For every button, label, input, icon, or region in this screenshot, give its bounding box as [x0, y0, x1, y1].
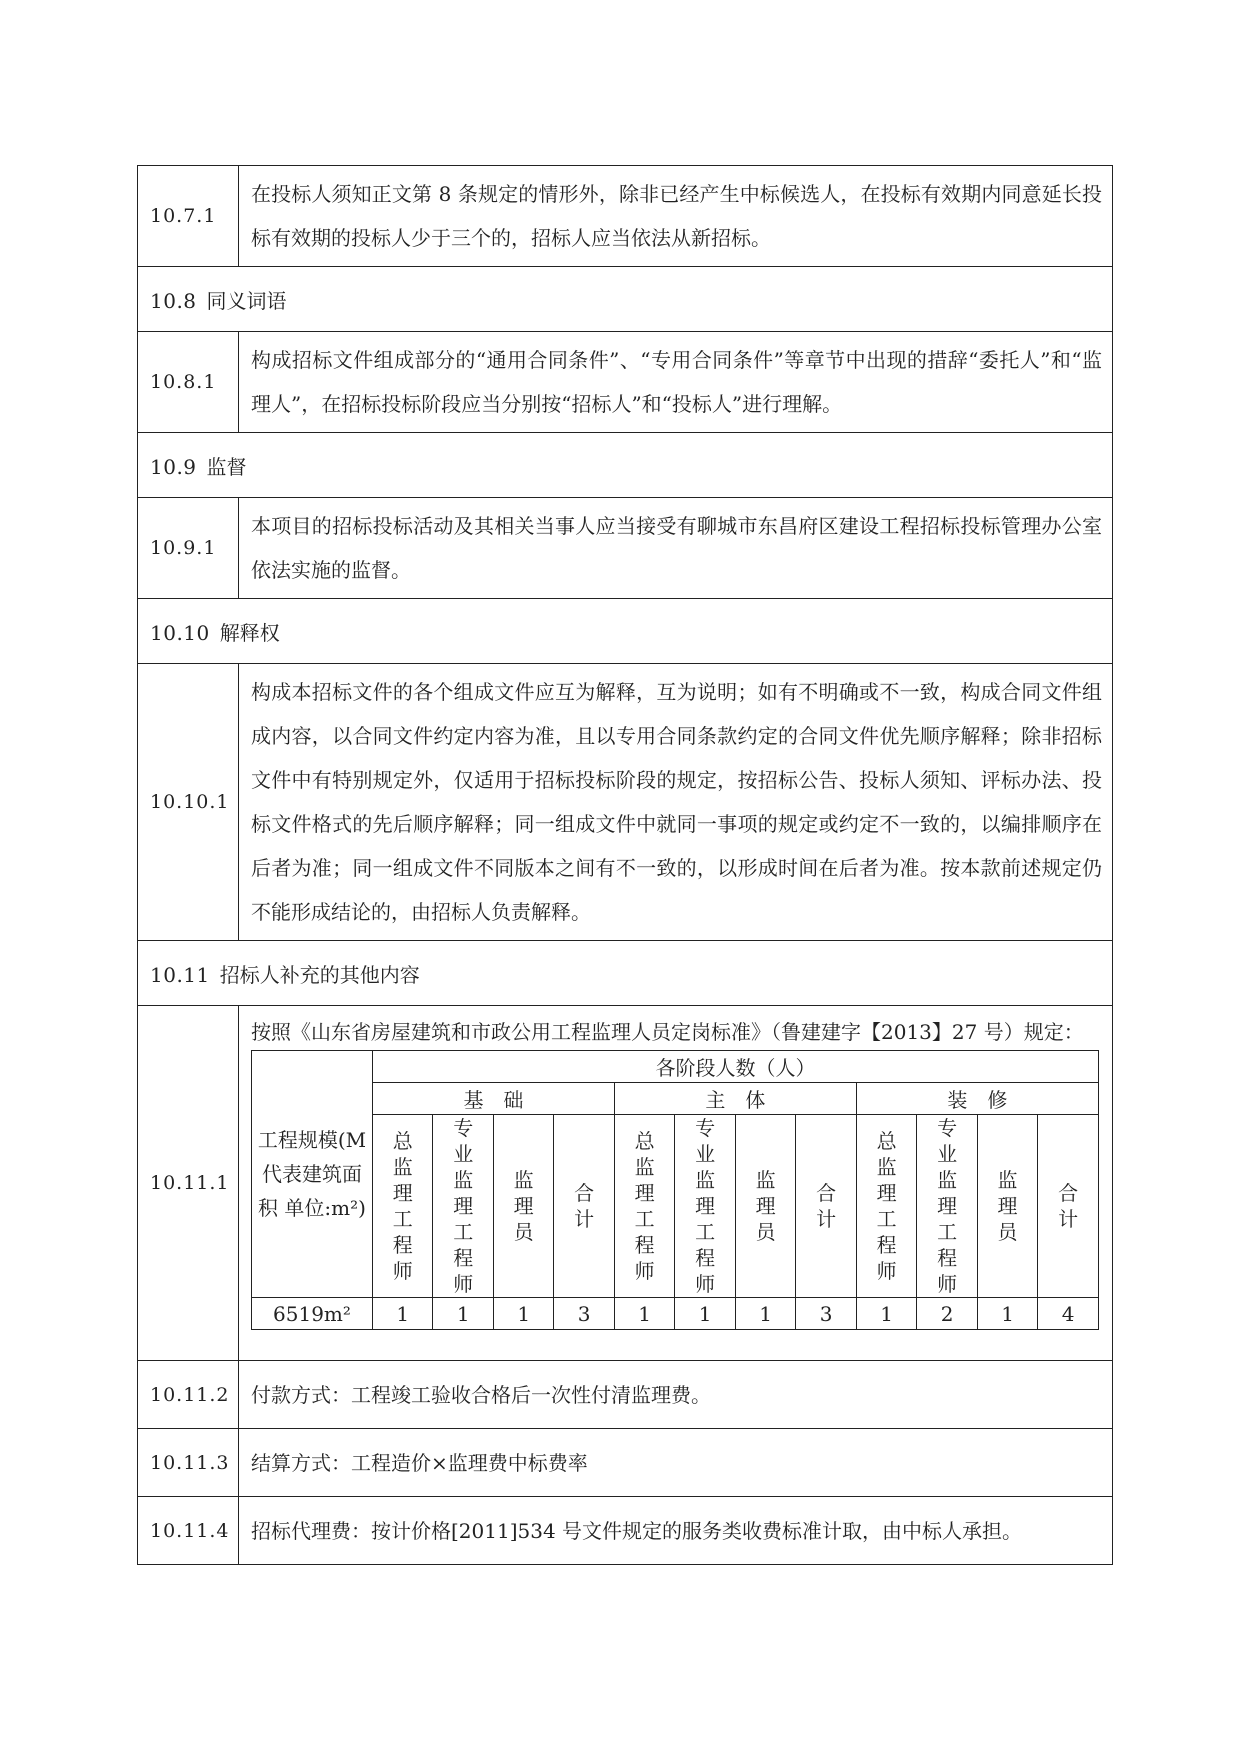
- section-number: 10.11: [150, 962, 210, 987]
- clause-number: 10.11.2: [138, 1361, 239, 1429]
- clause-text: 构成招标文件组成部分的“通用合同条件”、“专用合同条件”等章节中出现的措辞“委托人”和“监理人”，在招标投标阶段应当分别按“招标人”和“投标人”进行理解。: [239, 332, 1113, 433]
- section-number: 10.10: [150, 620, 210, 645]
- clause-number: 10.10.1: [138, 664, 239, 941]
- role-total: 合计: [796, 1115, 856, 1298]
- section-number: 10.9: [150, 454, 197, 479]
- staff-count: 1: [856, 1298, 916, 1330]
- role-chief-supervisor: 总监理工程师: [372, 1115, 432, 1298]
- clause-number: 10.11.1: [138, 1006, 239, 1361]
- staff-count: 1: [675, 1298, 735, 1330]
- role-specialist-supervisor: 专业监理工程师: [433, 1115, 493, 1298]
- role-chief-supervisor: 总监理工程师: [856, 1115, 916, 1298]
- building-area-value: 6519m²: [252, 1298, 373, 1330]
- staff-count: 1: [614, 1298, 674, 1330]
- clause-text: 在投标人须知正文第 8 条规定的情形外，除非已经产生中标候选人，在投标有效期内同意延长投标有效期的投标人少于三个的，招标人应当依法从新招标。: [239, 166, 1113, 267]
- section-heading: [138, 433, 1113, 498]
- table-row: [138, 1429, 1113, 1497]
- role-row: [252, 1115, 1099, 1298]
- section-title: 监督: [206, 454, 247, 479]
- clause-text: 构成本招标文件的各个组成文件应互为解释，互为说明；如有不明确或不一致，构成合同文件组成内容，以合同文件约定内容为准，且以专用合同条款约定的合同文件优先顺序解释；除非招标文件中有特别规定外，仅适用于招标投标阶段的规定，按招标公告、投标人须知、评标办法、投标文件格式的先后顺序解释；同一组成文件中就同一事项的规定或约定不一致的，以编排顺序在后者为准；同一组成文件不同版本之间有不一致的，以形成时间在后者为准。按本款前述规定仍不能形成结论的，由招标人负责解释。: [239, 664, 1113, 941]
- role-specialist-supervisor: 专业监理工程师: [675, 1115, 735, 1298]
- role-chief-supervisor: 总监理工程师: [614, 1115, 674, 1298]
- staff-count: 1: [977, 1298, 1037, 1330]
- role-supervisor: 监理员: [977, 1115, 1037, 1298]
- role-specialist-supervisor: 专业监理工程师: [917, 1115, 977, 1298]
- staff-count: 1: [372, 1298, 432, 1330]
- clause-number: 10.11.4: [138, 1497, 239, 1565]
- staff-count: 3: [554, 1298, 614, 1330]
- phase-group-header: 各阶段人数（人）: [372, 1051, 1098, 1083]
- phase-main-structure: 主 体: [614, 1083, 856, 1115]
- clause-text: 招标代理费：按计价格[2011]534 号文件规定的服务类收费标准计取，由中标人承担。: [239, 1497, 1113, 1565]
- scale-header: 工程规模(M 代表建筑面积 单位:m²): [252, 1051, 373, 1298]
- staffing-standard-table: [251, 1050, 1099, 1330]
- staff-count: 1: [735, 1298, 795, 1330]
- section-title: 招标人补充的其他内容: [219, 962, 420, 987]
- document-page: [137, 165, 1112, 1565]
- phase-foundation: 基 础: [372, 1083, 614, 1115]
- role-supervisor: 监理员: [493, 1115, 553, 1298]
- clause-number: 10.11.3: [138, 1429, 239, 1497]
- clause-number: 10.8.1: [138, 332, 239, 433]
- bidding-terms-table: [137, 165, 1113, 1565]
- section-heading: [138, 267, 1113, 332]
- staff-count: 4: [1038, 1298, 1099, 1330]
- staff-count: 3: [796, 1298, 856, 1330]
- staff-value-row: [252, 1298, 1099, 1330]
- section-row: [138, 267, 1113, 332]
- phase-decoration: 装 修: [856, 1083, 1098, 1115]
- phase-row: [252, 1083, 1099, 1115]
- section-title: 同义词语: [206, 288, 287, 313]
- section-heading: [138, 941, 1113, 1006]
- clause-text: 本项目的招标投标活动及其相关当事人应当接受有聊城市东昌府区建设工程招标投标管理办公室依法实施的监督。: [239, 498, 1113, 599]
- table-row: [138, 664, 1113, 941]
- section-heading: [138, 599, 1113, 664]
- clause-text: 付款方式：工程竣工验收合格后一次性付清监理费。: [239, 1361, 1113, 1429]
- table-row: [138, 1006, 1113, 1361]
- clause-number: 10.7.1: [138, 166, 239, 267]
- clause-content: [239, 1006, 1113, 1361]
- role-supervisor: 监理员: [735, 1115, 795, 1298]
- clause-text: 结算方式：工程造价×监理费中标费率: [239, 1429, 1113, 1497]
- staff-count: 2: [917, 1298, 977, 1330]
- section-title: 解释权: [219, 620, 280, 645]
- staff-count: 1: [493, 1298, 553, 1330]
- table-row: [138, 332, 1113, 433]
- table-row: [138, 1497, 1113, 1565]
- section-row: [138, 433, 1113, 498]
- section-row: [138, 599, 1113, 664]
- table-row: [138, 498, 1113, 599]
- role-total: 合计: [1038, 1115, 1099, 1298]
- section-row: [138, 941, 1113, 1006]
- table-row: [138, 1361, 1113, 1429]
- role-total: 合计: [554, 1115, 614, 1298]
- section-number: 10.8: [150, 288, 197, 313]
- staff-header-row: [252, 1051, 1099, 1083]
- table-row: [138, 166, 1113, 267]
- clause-number: 10.9.1: [138, 498, 239, 599]
- clause-text: 按照《山东省房屋建筑和市政公用工程监理人员定岗标准》（鲁建建字【2013】27 号）规定：: [251, 1020, 1084, 1044]
- staff-count: 1: [433, 1298, 493, 1330]
